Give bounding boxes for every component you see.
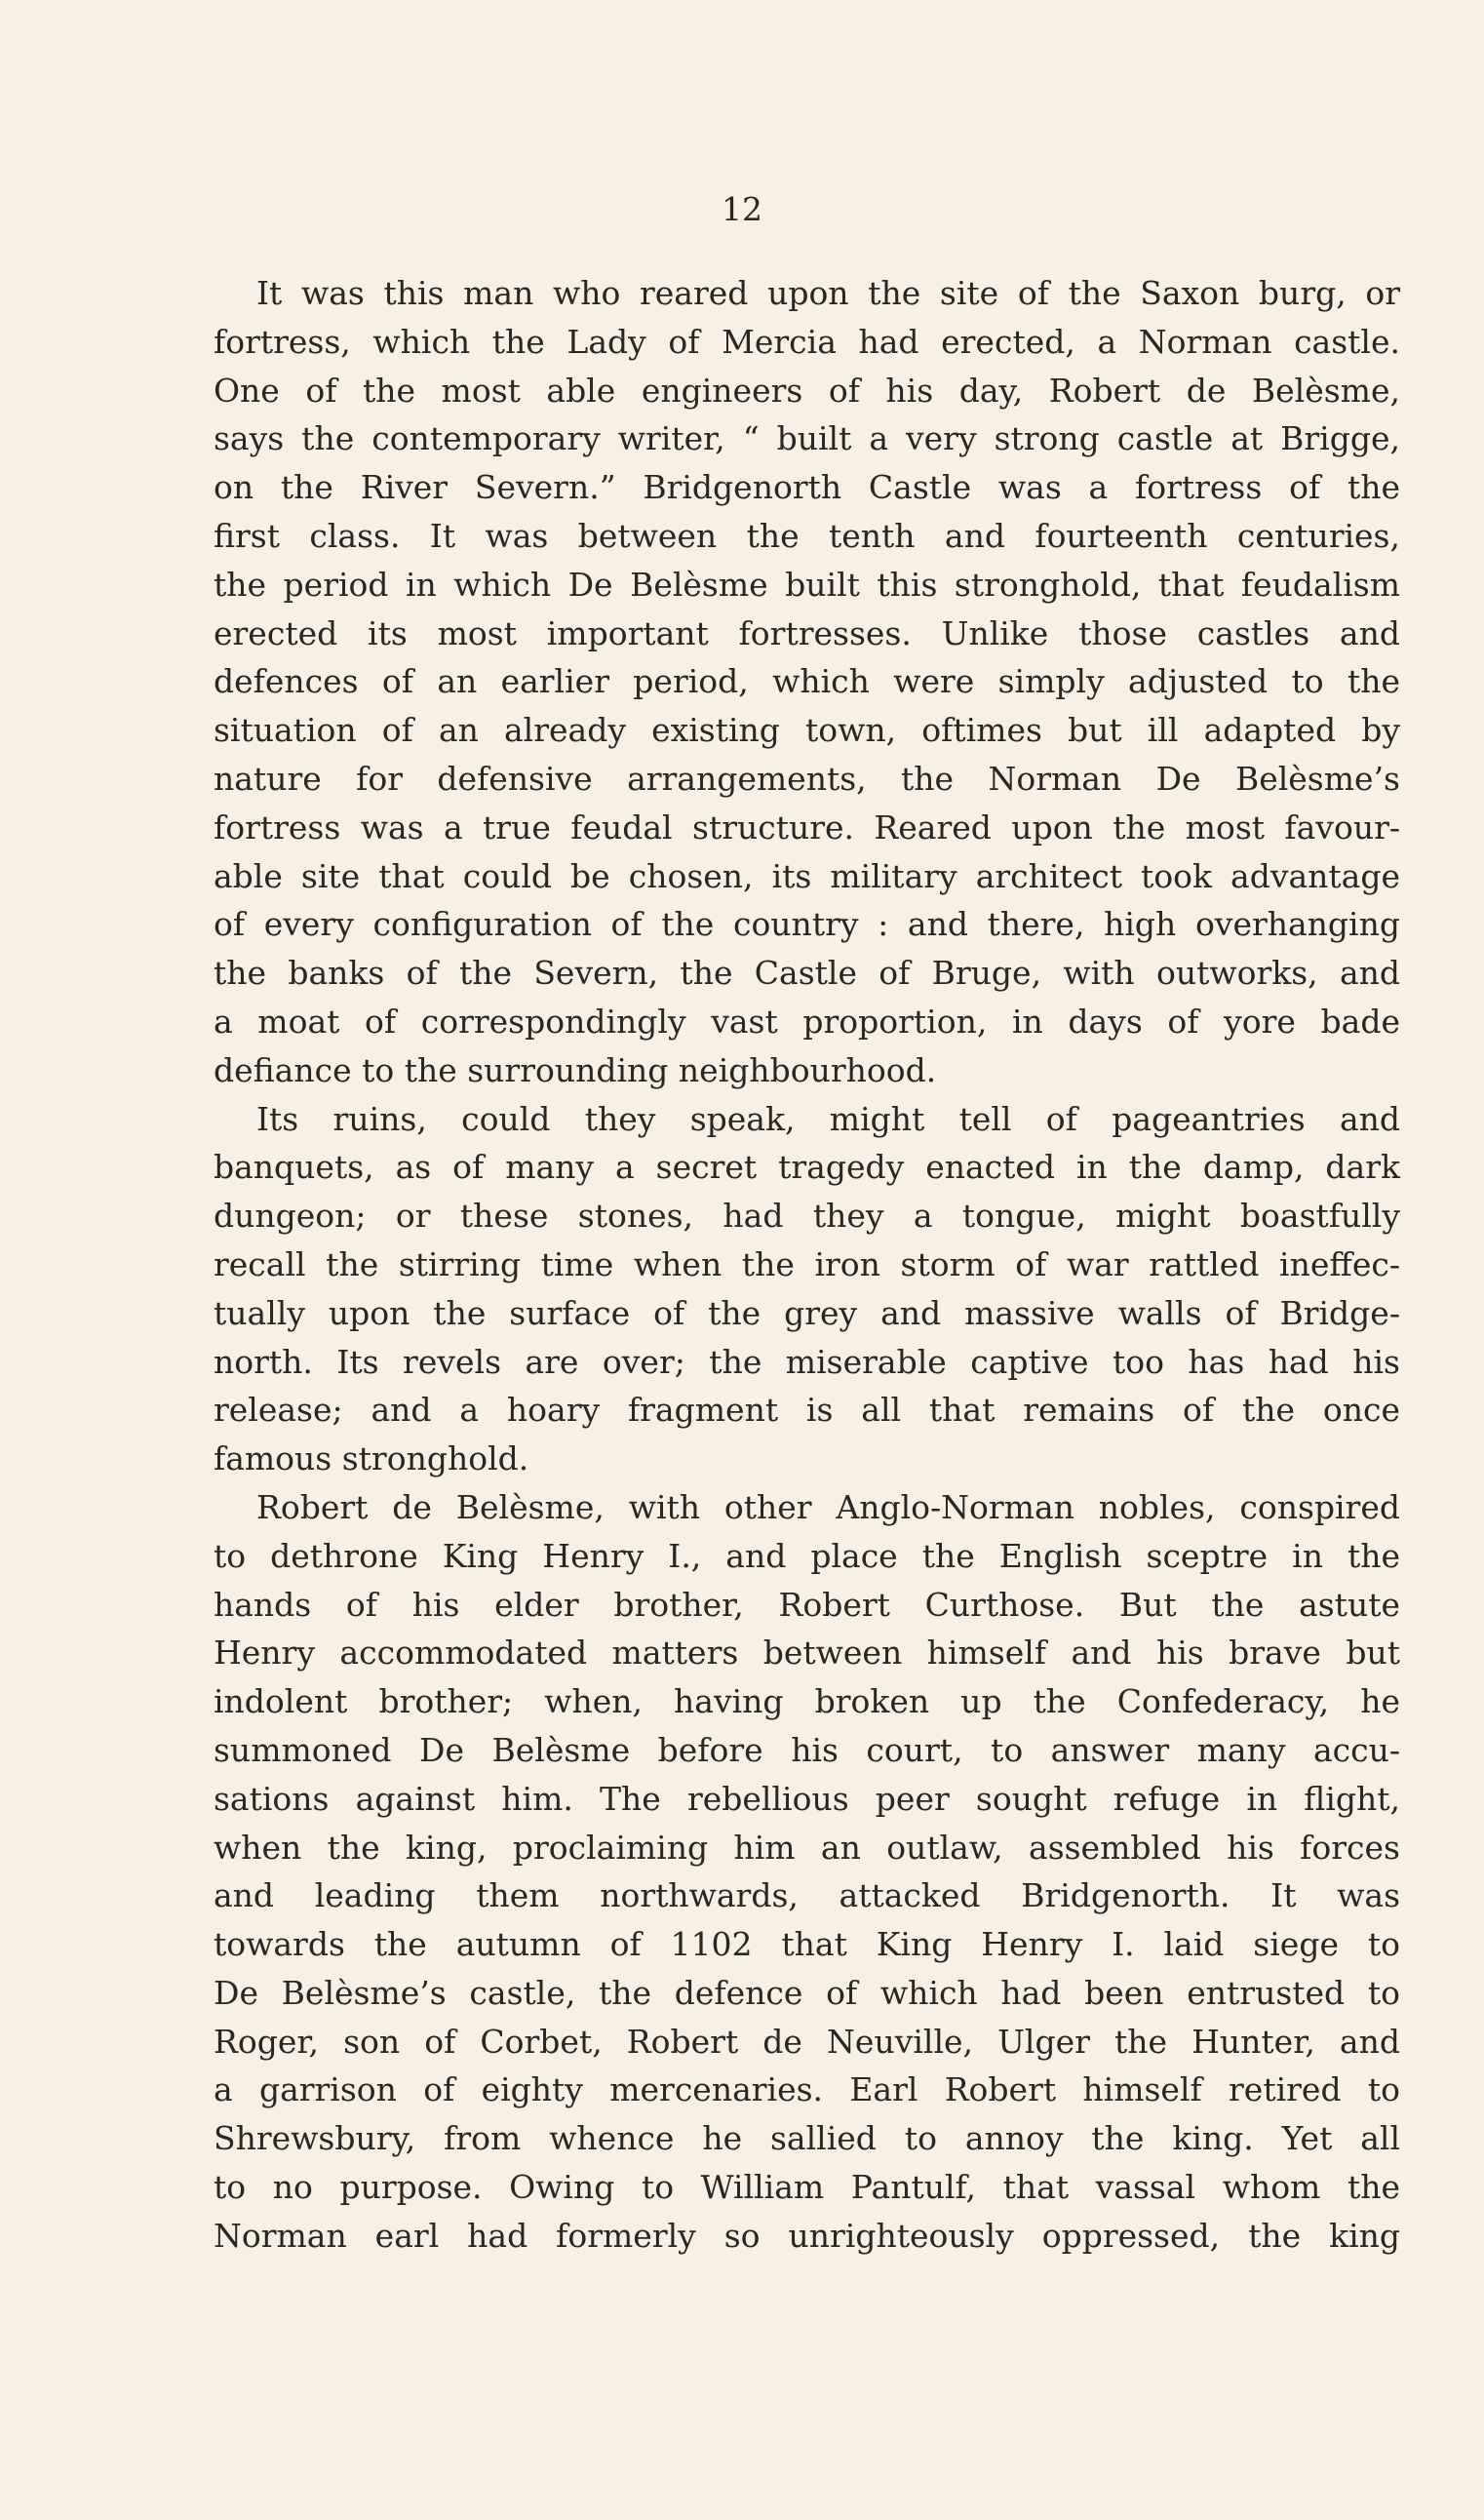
text-line: De Belèsme’s castle, the defence of which had been entrusted to: [214, 1973, 1400, 2012]
text-line: a garrison of eighty mercenaries. Earl Robert himself retired to: [214, 2070, 1400, 2109]
text-line: Henry accommodated matters between himself and his brave but: [214, 1634, 1400, 1673]
text-line: famous stronghold.: [214, 1439, 529, 1478]
text-line: the banks of the Severn, the Castle of Bruge, with outworks, and: [214, 954, 1400, 993]
text-line: fortress, which the Lady of Mercia had erected, a Norman castle.: [214, 322, 1400, 361]
text-line: dungeon; or these stones, had they a tongue, might boastfully: [214, 1197, 1400, 1236]
text-line: says the contemporary writer, “ built a very strong castle at Brigge,: [214, 419, 1400, 458]
text-line: a moat of correspondingly vast proportion, in days of yore bade: [214, 1002, 1400, 1041]
text-line: sations against him. The rebellious peer sought refuge in flight,: [214, 1779, 1400, 1818]
text-line: hands of his elder brother, Robert Curthose. But the astute: [214, 1585, 1400, 1624]
text-line: erected its most important fortresses. Unlike those castles and: [214, 613, 1400, 652]
text-line: when the king, proclaiming him an outlaw, assembled his forces: [214, 1828, 1400, 1867]
text-line: to no purpose. Owing to William Pantulf, that vassal whom the: [214, 2168, 1400, 2207]
text-line: of every configuration of the country : and there, high overhanging: [214, 905, 1400, 944]
text-line: banquets, as of many a secret tragedy enacted in the damp, dark: [214, 1148, 1400, 1187]
text-line: on the River Severn.” Bridgenorth Castle was a fortress of the: [214, 468, 1400, 507]
text-line: the period in which De Belèsme built this stronghold, that feudalism: [214, 565, 1400, 604]
text-line: defiance to the surrounding neighbourhood.: [214, 1050, 937, 1089]
text-line: nature for defensive arrangements, the Norman De Belèsme’s: [214, 759, 1400, 798]
text-line: Shrewsbury, from whence he sallied to annoy the king. Yet all: [214, 2119, 1400, 2158]
text-line: fortress was a true feudal structure. Reared upon the most favour-: [214, 807, 1400, 847]
text-line: indolent brother; when, having broken up the Confederacy, he: [214, 1682, 1400, 1721]
text-line: release; and a hoary fragment is all that remains of the once: [214, 1391, 1400, 1430]
text-line: situation of an already existing town, oftimes but ill adapted by: [214, 711, 1400, 750]
text-line: towards the autumn of 1102 that King Henry I. laid siege to: [214, 1925, 1400, 1964]
text-line: to dethrone King Henry I., and place the English sceptre in the: [214, 1536, 1400, 1575]
text-line: Robert de Belèsme, with other Anglo-Norman nobles, conspired: [256, 1487, 1400, 1526]
text-line: defences of an earlier period, which were simply adjusted to the: [214, 662, 1400, 701]
text-line: north. Its revels are over; the miserable captive too has had his: [214, 1342, 1400, 1381]
text-line: It was this man who reared upon the site of the Saxon burg, or: [256, 274, 1400, 312]
text-line: tually upon the surface of the grey and massive walls of Bridge-: [214, 1293, 1400, 1332]
text-line: first class. It was between the tenth and fourteenth centuries,: [214, 516, 1400, 555]
text-line: and leading them northwards, attacked Bridgenorth. It was: [214, 1876, 1400, 1915]
text-line: One of the most able engineers of his day, Robert de Belèsme,: [214, 371, 1400, 410]
page-number: 12: [722, 190, 762, 228]
text-line: Roger, son of Corbet, Robert de Neuville, Ulger the Hunter, and: [214, 2022, 1400, 2061]
text-line: able site that could be chosen, its military architect took advantage: [214, 856, 1400, 895]
text-line: Its ruins, could they speak, might tell of pageantries and: [256, 1099, 1400, 1138]
text-line: summoned De Belèsme before his court, to answer many accu-: [214, 1730, 1400, 1769]
text-line: recall the stirring time when the iron storm of war rattled ineffec-: [214, 1244, 1400, 1283]
text-line: Norman earl had formerly so unrighteously oppressed, the king: [214, 2216, 1400, 2255]
body-text: [214, 269, 1400, 2261]
